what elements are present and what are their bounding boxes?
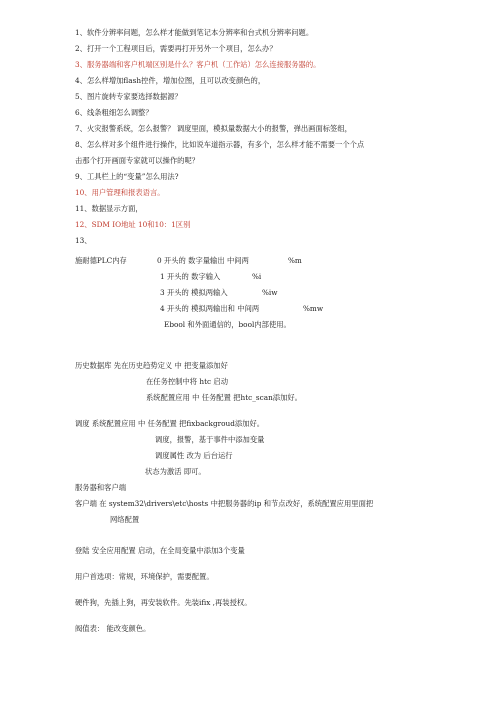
plc-row-code: %mw — [303, 304, 324, 313]
server-title: 服务器和客户端 — [75, 483, 127, 492]
plc-label: 施耐德PLC内存 — [75, 256, 127, 265]
schedule-line: 调度属性 改为 后台运行 — [155, 451, 233, 460]
question-3: 3、服务器端和客户机端区别是什么？客户机（工作站）怎么连接服务器的。 — [75, 60, 321, 69]
question-4: 4、怎么样增加flash控件，增加位图，且可以改变颜色的， — [75, 76, 266, 85]
schedule-line: 调度 系统配置应用 中 任务配置 把fixbackgroud添加好。 — [75, 419, 265, 428]
plc-row-desc: 1 开头的 数字输入 — [160, 272, 221, 281]
question-5: 5、图片旋转专家要选择数据源？ — [75, 92, 182, 101]
history-line: 在任务控制中将 htc 启动 — [146, 377, 229, 386]
question-2: 2、打开一个工程项目后，需要再打开另外一个项目，怎么办？ — [75, 44, 277, 53]
plc-row-code: %m — [288, 256, 302, 265]
user-preferences-note: 用户首选项：常规，环境保护，需要配置。 — [75, 572, 214, 581]
login-note: 登陆 安全应用配置 启动，在全局变量中添加3个变量 — [75, 546, 245, 555]
question-13: 13、 — [75, 236, 92, 245]
question-10: 10、用户管理和报表语言。 — [75, 188, 165, 197]
dongle-note: 硬件狗，先插上狗，再安装软件。先装ifix ,再装授权。 — [75, 598, 252, 607]
plc-row-desc: 3 开头的 模拟两输入 — [160, 288, 228, 297]
question-12: 12、SDM IO地址 10和10：1区别 — [75, 220, 191, 229]
server-line: 网络配置 — [110, 515, 140, 524]
question-9: 9、工具栏上的“变量”怎么用法? — [75, 172, 179, 181]
question-8-continued: 击那个打开画面专家就可以操作的呢？ — [75, 156, 200, 165]
history-line: 历史数据库 先在历史趋势定义 中 把变量添加好 — [75, 361, 228, 370]
question-7: 7、火灾报警系统，怎么报警？ 调度里面，模拟量数据大小的报警，弹出画面标签组， — [75, 124, 352, 133]
plc-row-desc: 4 开头的 模拟两输出和 中间两 — [160, 304, 260, 313]
question-1: 1、软件分辨率问题，怎么样才能做到笔记本分辨率和台式机分辨率问题。 — [75, 28, 314, 37]
question-6: 6、线条粗细怎么调整？ — [75, 108, 153, 117]
server-line: 客户端 在 system32\drivers\etc\hosts 中把服务器的ip 和节点改好，系统配置应用里面把 — [75, 499, 374, 508]
plc-row-desc: 0 开头的 数字量输出 中间两 — [157, 256, 249, 265]
question-8: 8、怎么样对多个组件进行操作，比如说车道指示器，有多个，怎么样才能不需要一个个点 — [75, 140, 365, 149]
plc-ebool-note: Ebool 和外面通信的，bool内部使用。 — [164, 320, 291, 329]
schedule-line: 调度，报警，基于事件中添加变量 — [155, 435, 265, 444]
plc-row-code: %iw — [262, 288, 278, 297]
history-line: 系统配置应用 中 任务配置 把htc_scan添加好。 — [146, 393, 302, 402]
schedule-line: 状态为激活 即可。 — [145, 467, 206, 476]
plc-row-code: %i — [252, 272, 262, 281]
question-11: 11、数据显示方面， — [75, 204, 143, 213]
threshold-note: 阀值表： 能改变颜色。 — [75, 624, 151, 633]
